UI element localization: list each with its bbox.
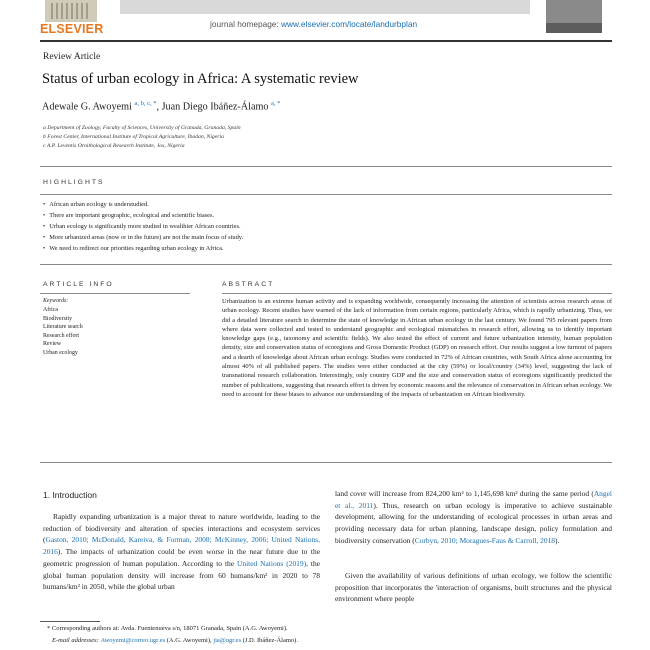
body-text: ). The impacts of urbanization could be even worse in the near future due to the geometric progression of human population. According to the <box>43 547 320 568</box>
email-owner: (J.D. Ibáñez-Álamo). <box>241 637 298 644</box>
author-name[interactable]: Juan Diego Ibáñez-Álamo <box>161 101 269 113</box>
body-paragraph: Given the availability of various definitions of urban ecology, we follow the scientific proposition that incorporates the 'interaction of organisms, built structures and the physical environment where people <box>335 571 612 604</box>
footnote-divider <box>40 621 100 622</box>
highlight-item: • We need to redirect our priorities regarding urban ecology in Africa. <box>43 243 243 254</box>
abstract-text: Urbanization is an extreme human activity and is expanding worldwide, consequently increasing the attention of scientists across research areas of urban ecology. Recent studies have warned of the lack of information from certain regions, particularly Africa, which is rapidly urbanizing. Thus, we did a detailed literature search to determine the state of knowledge in African urban ecology in the last century. We found 795 relevant papers from where data were collected and tested to understand geographic and ecological mismatches in research effort, allowing us to identify important knowledge gaps (e.g., taxonomy and scientific fields). We also tested the effect of current and future urbanization intensity, human population density, size and conservation status of ecoregions and Gross Domestic Product (GDP) on research effort. Our results suggest a low turnout of papers and a dearth of knowledge about African urban ecology. Studies were conducted in 72% of African countries, with South Africa alone accounting for almost 40% of all published papers. The studies were either conducted at the city (59%) or local/country (34%) level, suggesting the lack of transnational research collaboration. Interestingly, only country GDP and the size and conservation status of ecoregions significantly predicted the number of publications, suggesting that research effort is driven by economic reasons and the relevance of conservation in African urban ecology. We need to account for these biases to advance our understanding of the impacts of urbanization on African biodiversity. <box>222 298 612 398</box>
keyword: Africa <box>43 307 59 313</box>
body-paragraph <box>43 511 320 593</box>
keyword: Urban ecology <box>43 349 78 356</box>
author-affiliation-marks[interactable]: a, b, c, * <box>134 100 157 107</box>
homepage-link[interactable]: www.elsevier.com/locate/landurbplan <box>281 19 418 29</box>
citation-link[interactable]: Gaston, 2010; McDonald, Kareiva, & Forman, 2008; McKinney, 2006; United Nations, 2016 <box>43 535 320 557</box>
highlight-item: • More urbanized areas (now or in the future) are not the main focus of study. <box>43 232 243 243</box>
keyword: Biodiversity <box>43 315 73 322</box>
body-text: Rapidly expanding urbanization is a major threat to nature worldwide, leading to the reduction of biodiversity and alteration of species interactions and ecosystem services ( <box>43 512 320 545</box>
email-label: E-mail addresses: <box>52 637 101 644</box>
section-heading: 1. Introduction <box>43 490 97 500</box>
highlights-heading: HIGHLIGHTS <box>43 179 105 186</box>
citation-link[interactable]: Angel et al., 2011 <box>335 489 612 510</box>
author-separator: , <box>156 101 162 113</box>
keywords-list <box>43 306 83 358</box>
email-link[interactable]: jia@ugr.es <box>213 637 242 644</box>
affiliation: a Department of Zoology, Faculty of Sciences, University of Granada, Granada, Spain <box>43 125 241 131</box>
author-line <box>42 100 280 112</box>
keyword: Literature search <box>43 324 83 331</box>
elsevier-wordmark: ELSEVIER <box>40 22 104 36</box>
affiliation: b Forest Center, International Institute of Tropical Agriculture, Ibadan, Nigeria <box>43 134 224 140</box>
section-divider <box>222 293 612 294</box>
highlights-list <box>43 199 243 254</box>
elsevier-tree-logo <box>45 0 97 22</box>
section-divider <box>40 264 612 265</box>
article-title: Status of urban ecology in Africa: A systematic review <box>42 71 359 87</box>
email-link[interactable]: Awoyemi@correo.ugr.es <box>100 637 166 644</box>
journal-banner <box>120 0 530 14</box>
email-owner: (A.G. Awoyemi), <box>165 637 214 644</box>
journal-cover-thumbnail <box>546 0 602 33</box>
journal-homepage-line <box>210 19 417 29</box>
section-divider <box>40 462 612 463</box>
highlight-item: • There are important geographic, ecological and scientific biases. <box>43 210 243 221</box>
citation-link[interactable]: United Nations (2019) <box>236 558 307 568</box>
keyword: Review <box>43 341 61 348</box>
body-paragraph <box>335 488 612 547</box>
highlight-item: • African urban ecology is understudied. <box>43 199 243 210</box>
article-type: Review Article <box>43 52 101 62</box>
email-footnote <box>52 637 298 644</box>
article-info-heading: ARTICLE INFO <box>43 281 114 288</box>
body-text: , the global human population density will increase from 60 humans/km² in 2020 to 78 humans/km² in 2050, while the global urban <box>43 558 320 592</box>
body-text: ). Thus, research on urban ecology is imperative to achieve sustainable development, allowing for the understanding of ecological processes in urban areas and providing necessary data for urban planning, landscape design, policy formulation and biodiversity conservation ( <box>335 500 612 545</box>
section-divider <box>40 166 612 167</box>
affiliation: c A.P. Leventis Ornithological Research Institute, Jos, Nigeria <box>43 143 185 149</box>
keyword: Research effort <box>43 332 80 339</box>
header-divider <box>40 40 612 42</box>
body-text: ). <box>555 535 560 545</box>
abstract-heading: ABSTRACT <box>222 281 275 288</box>
body-text: land cover will increase from 824,200 km² to 1,145,698 km² during the same period ( <box>335 489 594 498</box>
author-name[interactable]: Adewale G. Awoyemi <box>42 101 132 113</box>
citation-link[interactable]: Corbyn, 2010; Moragues-Faus & Carroll, 2018 <box>414 535 556 545</box>
author-affiliation-marks[interactable]: a, * <box>271 100 281 107</box>
corresponding-author-note: * Corresponding authors at: Avda. Fuentenueva s/n, 18071 Granada, Spain (A.G. Awoyemi). <box>47 625 288 632</box>
highlight-item: • Urban ecology is significantly more studied in wealthier African countries. <box>43 221 243 232</box>
homepage-prefix: journal homepage: <box>210 19 282 29</box>
keywords-label: Keywords: <box>43 298 69 304</box>
section-divider <box>40 194 612 195</box>
section-divider <box>40 293 190 294</box>
